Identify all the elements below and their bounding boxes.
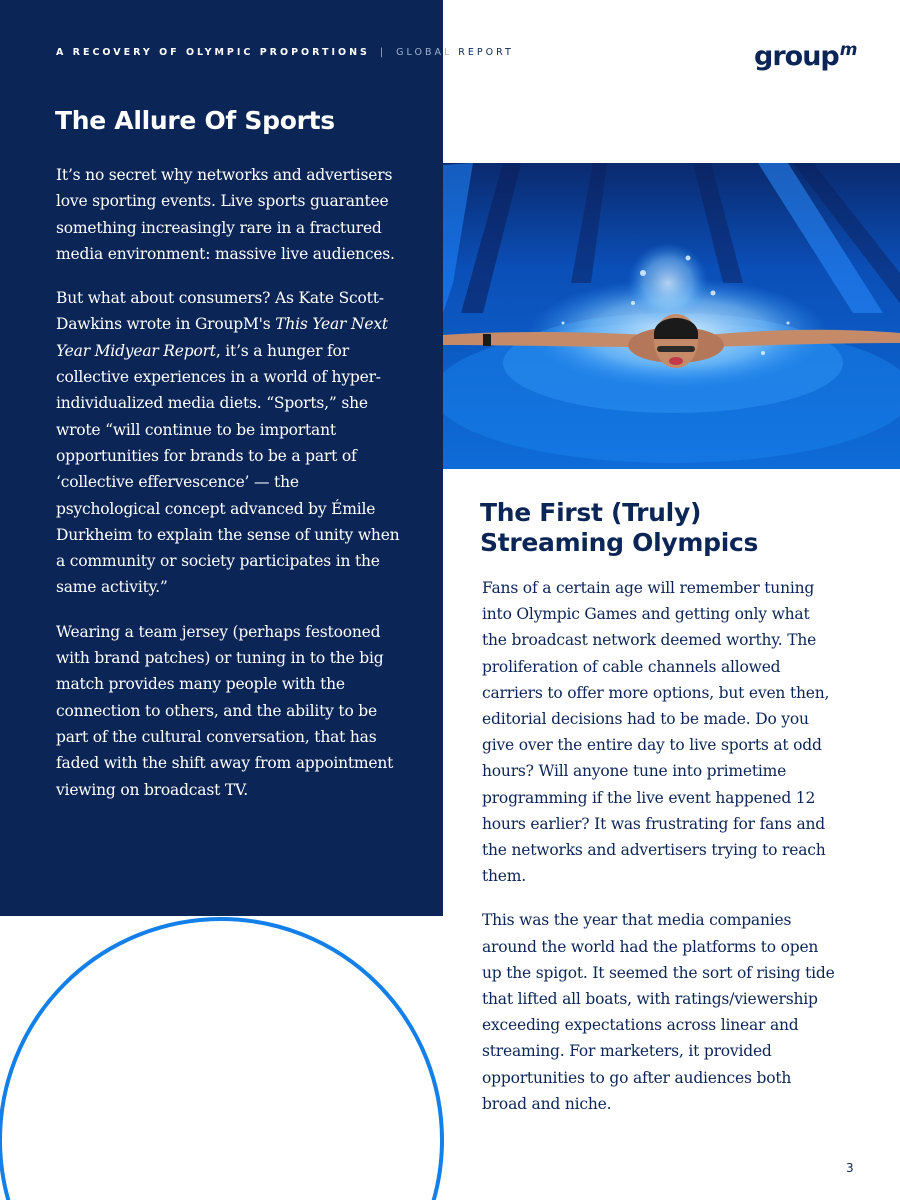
page-number: 3 [846,1161,854,1175]
left-paragraph-3: Wearing a team jersey (perhaps festooned with brand patches) or tuning in to the big match provides many people with the connection to others, and the ability to be part of the cultural conversation, that has faded with the shift away from appointment viewing on broadcast TV. [56,622,394,799]
left-paragraph-2 [56,285,401,601]
kicker-separator: | [379,47,387,58]
right-title-line-2: Streaming Olympics [480,528,759,557]
kicker-report-title: A RECOVERY OF OLYMPIC PROPORTIONS [56,47,370,58]
right-title-line-1: The First (Truly) [480,498,702,527]
left-paragraph-1: It’s no secret why networks and advertisers love sporting events. Live sports guarantee something increasingly rare in a fractured media environment: massive live audiences. [56,166,395,263]
left-paragraph-2-post: , it’s a hunger for collective experiences in a world of hyper-individualized media diets. “Sports,” she wrote “will continue to be important opportunities for brands to be a part of ‘collective effervescence’ — the psychological concept advanced by Émile Durkheim to explain the sense of unity when a community or society participates in the same activity.” [56,341,400,597]
logo-m-mark: m [839,40,857,60]
kicker-report-type-right: REPORT [452,47,514,58]
swimmer-photo [443,163,900,469]
section-title-allure: The Allure Of Sports [55,106,335,135]
report-kicker [56,47,514,58]
right-paragraph-1: Fans of a certain age will remember tuning into Olympic Games and getting only what the broadcast network deemed worthy. The proliferation of cable channels allowed carriers to offer more options, but even then, editorial decisions had to be made. Do you give over the entire day to live sports at odd hours? Will anyone tune into primetime programming if the live event happened 12 hours earlier? It was frustrating for fans and the networks and advertisers trying to reach them. [482,579,830,886]
logo-wordmark: group [754,41,839,72]
decorative-circle [0,912,460,1200]
report-title-italic: This Year Next Year Midyear Report [56,315,388,360]
groupm-logo [754,40,856,72]
kicker-report-type-left: GLOBAL [396,47,453,58]
right-body-text [482,575,837,1135]
left-body-text [56,162,401,821]
section-title-streaming [480,498,758,558]
left-paragraph-2-pre: But what about consumers? As Kate Scott-Dawkins wrote in GroupM's [56,289,384,334]
right-paragraph-2: This was the year that media companies around the world had the platforms to open up the spigot. It seemed the sort of rising tide that lifted all boats, with ratings/viewership exceeding expectations across linear and streaming. For marketers, it provided opportunities to go after audiences both broad and niche. [482,911,835,1113]
